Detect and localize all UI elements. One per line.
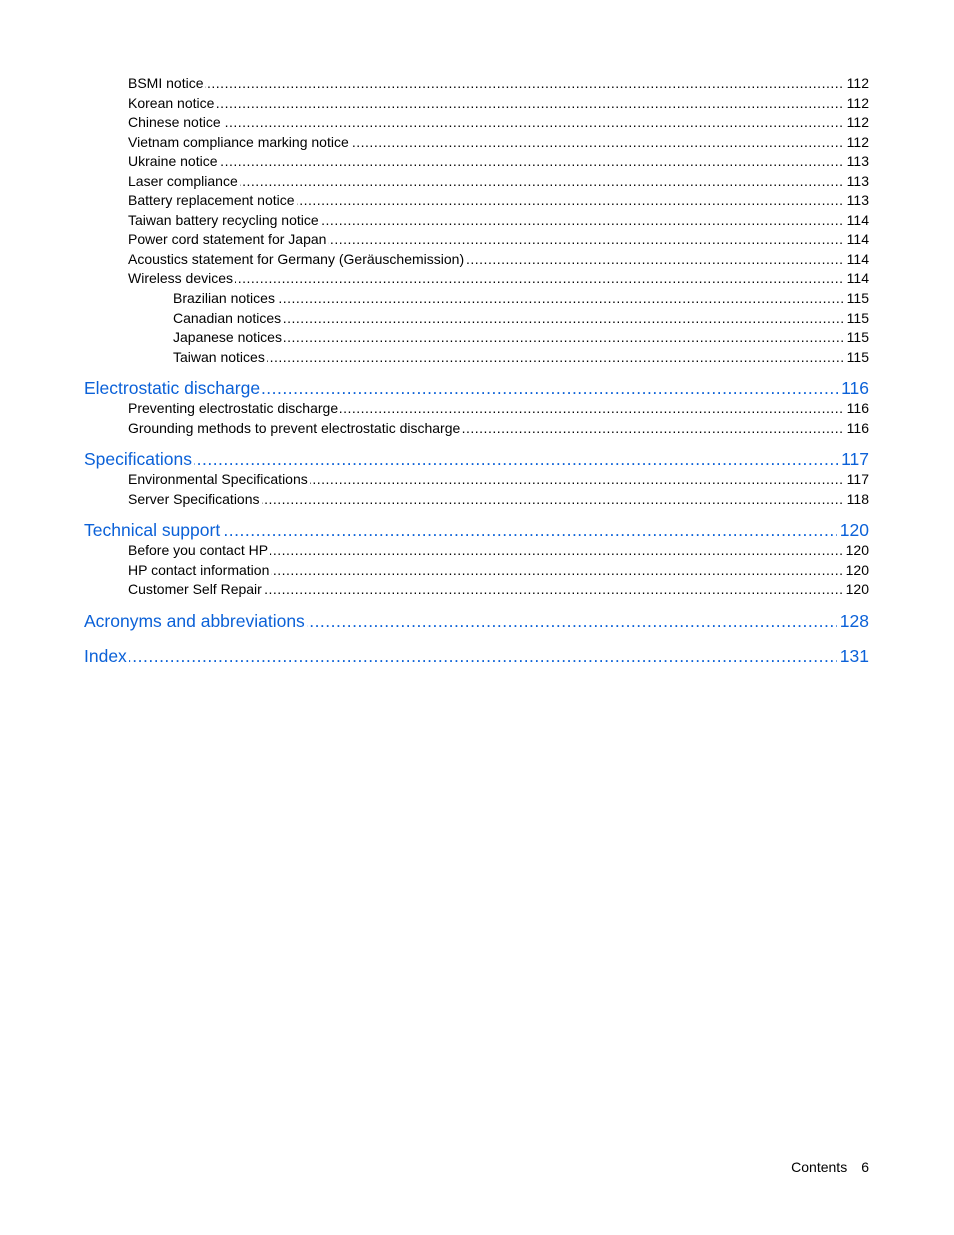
- toc-section-entry[interactable]: [128, 230, 869, 250]
- toc-entry-title: Battery replacement notice: [128, 191, 297, 211]
- dot-leader: [173, 348, 869, 368]
- dot-leader: [128, 152, 869, 172]
- toc-entry-title: Electrostatic discharge: [84, 378, 261, 399]
- toc-section-entry[interactable]: [128, 113, 869, 133]
- toc-entry-title: Specifications: [84, 449, 192, 470]
- toc-entry-page: 114: [844, 211, 869, 231]
- toc-section-entry[interactable]: [128, 94, 869, 114]
- dot-leader: [84, 448, 869, 470]
- toc-entry-page: 116: [844, 419, 869, 439]
- toc-section-entry[interactable]: [128, 269, 869, 289]
- toc-section-entry[interactable]: [128, 561, 869, 581]
- toc-entry-title: Before you contact HP: [128, 541, 270, 561]
- toc-entry-page: 117: [844, 470, 869, 490]
- toc-entry-title: Laser compliance: [128, 172, 240, 192]
- toc-entry-page: 115: [844, 348, 869, 368]
- toc-entry-title: Ukraine notice: [128, 152, 220, 172]
- toc-section-entry[interactable]: [128, 191, 869, 211]
- toc-section-entry[interactable]: [128, 419, 869, 439]
- toc-entry-title: HP contact information: [128, 561, 271, 581]
- toc-entry-page: 120: [843, 541, 869, 561]
- dot-leader: [128, 113, 869, 133]
- toc-entry-page: 115: [844, 289, 869, 309]
- toc-entry-title: Korean notice: [128, 94, 216, 114]
- toc-entry-title: Index: [84, 646, 127, 667]
- toc-entry-title: Grounding methods to prevent electrostatic discharge: [128, 419, 462, 439]
- toc-entry-page: 116: [838, 377, 869, 399]
- toc-entry-title: Server Specifications: [128, 490, 262, 510]
- toc-section-entry[interactable]: [128, 541, 869, 561]
- dot-leader: [84, 645, 869, 667]
- toc-entry-page: 117: [838, 448, 869, 470]
- toc-section-entry[interactable]: [128, 580, 869, 600]
- toc-section-entry[interactable]: [128, 211, 869, 231]
- toc-entry-title: Preventing electrostatic discharge: [128, 399, 340, 419]
- toc-entry-title: Taiwan battery recycling notice: [128, 211, 321, 231]
- toc-entry-page: 112: [844, 133, 869, 153]
- toc-section-entry[interactable]: [128, 152, 869, 172]
- toc-subsection-entry[interactable]: [173, 348, 869, 368]
- toc-chapter-entry[interactable]: [84, 610, 869, 632]
- toc-entry-page: 131: [837, 645, 869, 667]
- toc-entry-page: 113: [844, 152, 869, 172]
- dot-leader: [128, 74, 869, 94]
- toc-section-entry[interactable]: [128, 250, 869, 270]
- toc-entry-page: 114: [844, 250, 869, 270]
- toc-entry-page: 113: [844, 172, 869, 192]
- page-footer: [791, 1158, 869, 1177]
- toc-entry-title: Taiwan notices: [173, 348, 267, 368]
- toc-chapter-entry[interactable]: [84, 519, 869, 541]
- toc-entry-title: Customer Self Repair: [128, 580, 264, 600]
- toc-entry-title: Technical support: [84, 520, 221, 541]
- toc-section-entry[interactable]: [128, 74, 869, 94]
- toc-section-entry[interactable]: [128, 399, 869, 419]
- toc-entry-page: 116: [844, 399, 869, 419]
- toc-entry-title: Canadian notices: [173, 309, 283, 329]
- toc-entry-title: Brazilian notices: [173, 289, 277, 309]
- toc-entry-title: Acoustics statement for Germany (Geräuschemission): [128, 250, 466, 270]
- dot-leader: [128, 94, 869, 114]
- toc-entry-title: Japanese notices: [173, 328, 284, 348]
- toc-subsection-entry[interactable]: [173, 309, 869, 329]
- toc-chapter-entry[interactable]: [84, 645, 869, 667]
- toc-section-entry[interactable]: [128, 470, 869, 490]
- toc-section-entry[interactable]: [128, 490, 869, 510]
- table-of-contents: [0, 74, 954, 667]
- toc-entry-page: 120: [843, 580, 869, 600]
- dot-leader: [128, 269, 869, 289]
- toc-entry-page: 120: [837, 519, 869, 541]
- toc-chapter-entry[interactable]: [84, 448, 869, 470]
- toc-section-entry[interactable]: [128, 172, 869, 192]
- toc-entry-page: 120: [843, 561, 869, 581]
- footer-section-label: Contents: [791, 1159, 848, 1175]
- toc-section-entry[interactable]: [128, 133, 869, 153]
- toc-entry-page: 114: [844, 269, 869, 289]
- toc-subsection-entry[interactable]: [173, 328, 869, 348]
- toc-entry-page: 113: [844, 191, 869, 211]
- toc-chapter-entry[interactable]: [84, 377, 869, 399]
- toc-entry-title: Environmental Specifications: [128, 470, 310, 490]
- dot-leader: [173, 289, 869, 309]
- toc-entry-title: Chinese notice: [128, 113, 223, 133]
- toc-entry-page: 114: [844, 230, 869, 250]
- toc-entry-title: Power cord statement for Japan: [128, 230, 328, 250]
- toc-entry-page: 112: [844, 94, 869, 114]
- footer-page-number: 6: [861, 1159, 869, 1175]
- toc-entry-page: 118: [844, 490, 869, 510]
- toc-subsection-entry[interactable]: [173, 289, 869, 309]
- toc-entry-page: 115: [844, 328, 869, 348]
- toc-entry-title: Acronyms and abbreviations: [84, 611, 305, 632]
- toc-entry-title: BSMI notice: [128, 74, 205, 94]
- toc-entry-page: 128: [837, 610, 869, 632]
- toc-entry-title: Wireless devices: [128, 269, 235, 289]
- toc-entry-title: Vietnam compliance marking notice: [128, 133, 351, 153]
- toc-entry-page: 112: [844, 113, 869, 133]
- toc-entry-page: 115: [844, 309, 869, 329]
- toc-entry-page: 112: [844, 74, 869, 94]
